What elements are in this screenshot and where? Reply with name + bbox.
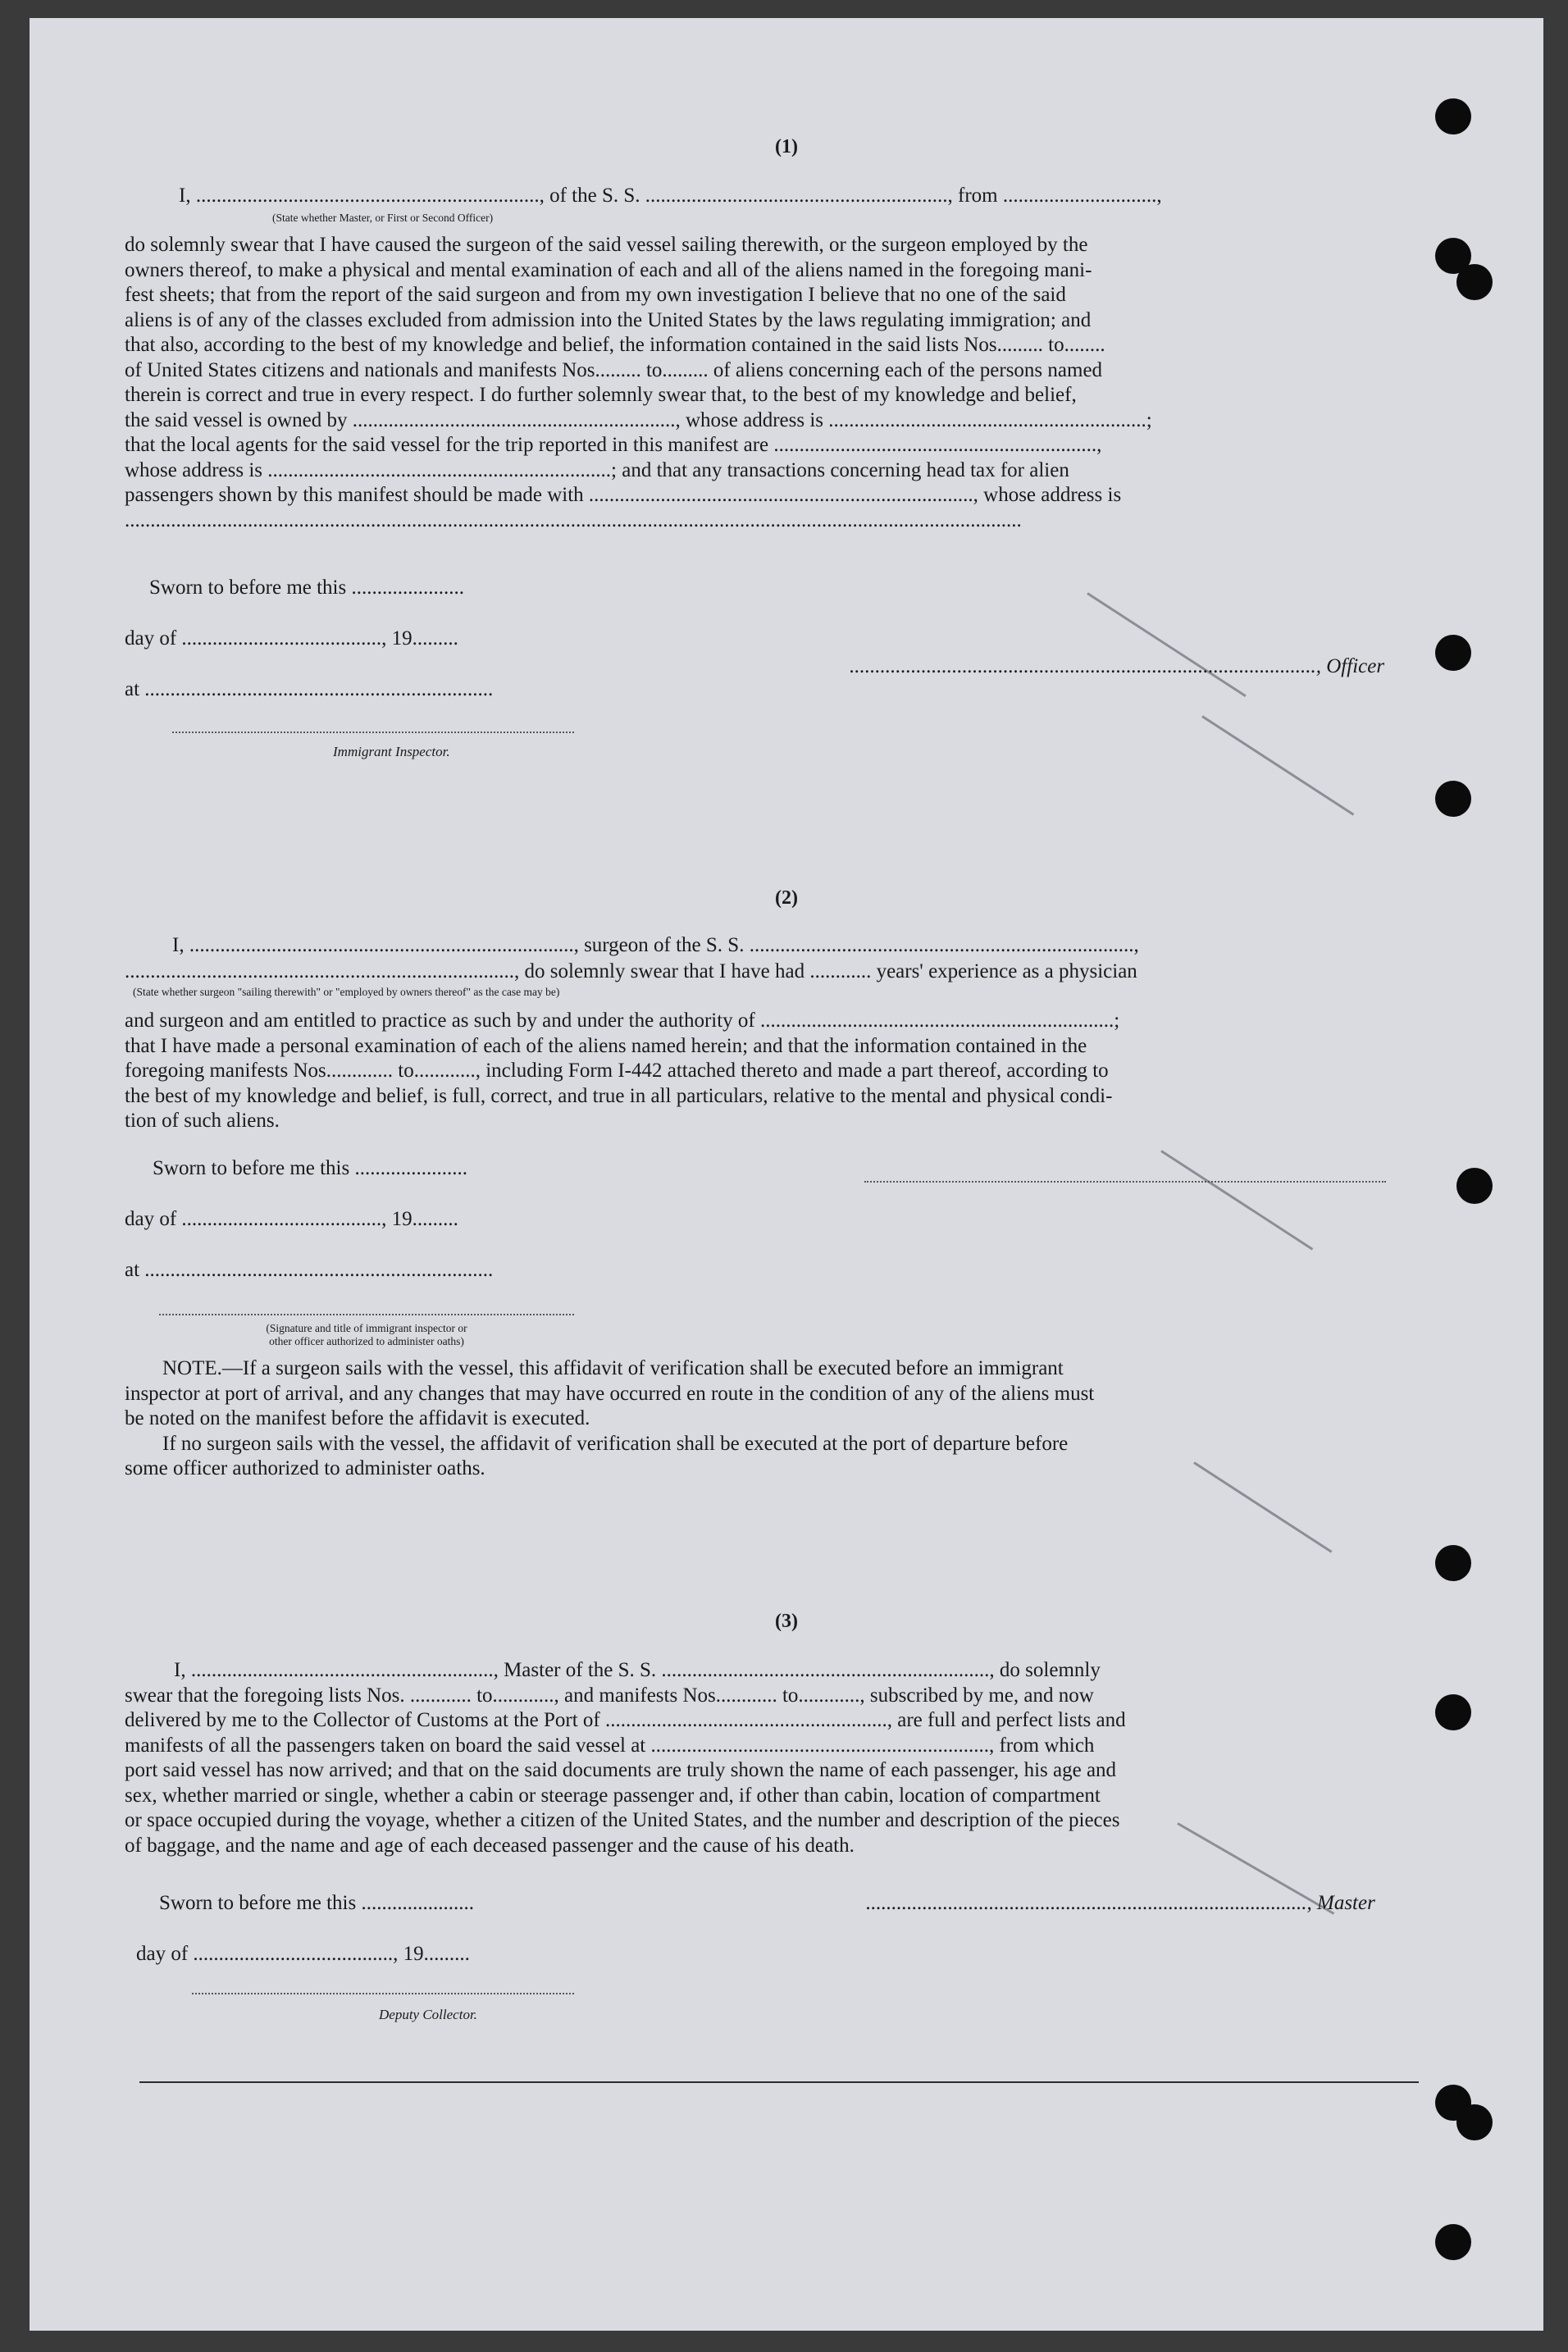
paragraph-line: delivered by me to the Collector of Customs at the Port of ......................................................., are full and perfect lists and	[125, 1709, 1126, 1731]
bleed-through-mark	[1160, 1150, 1313, 1250]
paragraph-line: aliens is of any of the classes excluded from admission into the United States by the laws regulating immigration; and	[125, 308, 1092, 331]
paragraph-line: of baggage, and the name and age of each deceased passenger and the cause of his death.	[125, 1834, 855, 1857]
bleed-through-mark	[1201, 715, 1354, 815]
paragraph-line: swear that the foregoing lists Nos. ............ to............, and manifests Nos............ to............, subscribed by me, and now	[125, 1684, 1094, 1707]
paragraph-line: that I have made a personal examination of each of the aliens named herein; and that the information contained in the	[125, 1034, 1087, 1057]
paragraph-line: passengers shown by this manifest should be made with ..........................................................................., whose address is	[125, 484, 1122, 506]
binder-hole	[1456, 264, 1493, 300]
section-2-opening-line: I, ..........................................................................., surgeon of the S. S. ...........................................................................,	[172, 934, 1139, 956]
note-line: be noted on the manifest before the affidavit is executed.	[125, 1407, 590, 1429]
paragraph-line: tion of such aliens.	[125, 1110, 280, 1132]
section-2-number: (2)	[775, 887, 798, 909]
paragraph-line: therein is correct and true in every respect. I do further solemnly swear that, to the best of my knowledge and belief,	[125, 384, 1077, 406]
paragraph-line: foregoing manifests Nos............. to............, including Form I-442 attached thereto and made a part thereof, according to	[125, 1060, 1109, 1082]
caption-line: other officer authorized to administer oaths)	[269, 1335, 464, 1347]
section-2-paragraph	[125, 1009, 1415, 1134]
section-1-sworn: Sworn to before me this ......................	[149, 577, 464, 599]
section-1-at: at ....................................................................	[125, 678, 494, 700]
section-3-paragraph	[125, 1658, 1420, 1858]
paragraph-line: sex, whether married or single, whether a cabin or steerage passenger and, if other than cabin, location of compartment	[125, 1784, 1101, 1807]
inspector-signature-rule	[172, 732, 574, 733]
bleed-through-mark	[1087, 592, 1247, 697]
binder-hole	[1435, 1694, 1471, 1730]
binder-hole	[1456, 1168, 1493, 1204]
section-2-sworn: Sworn to before me this ......................	[153, 1157, 467, 1179]
collector-signature-rule	[192, 1993, 574, 1994]
section-1-paragraph	[125, 233, 1415, 533]
binder-hole	[1435, 2224, 1471, 2260]
paragraph-line: whose address is ...................................................................; and that any transactions concerning head tax for alien	[125, 458, 1069, 481]
note-line: inspector at port of arrival, and any changes that may have occurred en route in the condition of any of the aliens must	[125, 1382, 1095, 1405]
section-2-at: at ....................................................................	[125, 1259, 494, 1281]
paragraph-line: the said vessel is owned by ..............................................................., whose address is ..............................................................;	[125, 408, 1152, 431]
section-1-day: day of ......................................., 19.........	[125, 627, 458, 650]
binder-hole	[1435, 635, 1471, 671]
bottom-rule	[139, 2081, 1419, 2083]
binder-hole	[1456, 2104, 1493, 2140]
paragraph-line: of United States citizens and nationals and manifests Nos......... to......... of aliens concerning each of the persons named	[125, 358, 1103, 381]
binder-hole	[1435, 1545, 1471, 1581]
section-3-number: (3)	[775, 1611, 798, 1632]
caption-line: (Signature and title of immigrant inspector or	[266, 1322, 467, 1334]
note-line: some officer authorized to administer oaths.	[125, 1457, 485, 1479]
paragraph-line: that also, according to the best of my knowledge and belief, the information contained in the said lists Nos......... to........	[125, 334, 1105, 356]
paragraph-line: I, ..........................................................., Master of the S. S. ................................................................, do solemnly	[174, 1659, 1101, 1681]
paragraph-line: the best of my knowledge and belief, is full, correct, and true in all particulars, relative to the mental and physical condi-	[125, 1084, 1113, 1107]
binder-hole	[1435, 98, 1471, 134]
note-line: NOTE.—If a surgeon sails with the vessel, this affidavit of verification shall be executed before an immigrant	[162, 1357, 1064, 1379]
paragraph-line: fest sheets; that from the report of the said surgeon and from my own investigation I believe that no one of the said	[125, 284, 1066, 306]
section-2-signature-caption	[159, 1322, 574, 1348]
note-line: If no surgeon sails with the vessel, the affidavit of verification shall be executed at the port of departure before	[162, 1432, 1069, 1455]
section-2-note	[125, 1356, 1415, 1482]
section-1-number: (1)	[775, 136, 798, 157]
paragraph-line: or space occupied during the voyage, whether a citizen of the United States, and the number and description of the pieces	[125, 1809, 1120, 1831]
section-1-inspector-caption: Immigrant Inspector.	[333, 744, 450, 759]
section-1-officer-caption: (State whether Master, or First or Second Officer)	[272, 212, 494, 224]
surgeon-signature-rule	[864, 1181, 1386, 1183]
paragraph-line: do solemnly swear that I have caused the surgeon of the said vessel sailing therewith, or the surgeon employed by the	[125, 234, 1088, 256]
paragraph-line: owners thereof, to make a physical and mental examination of each and all of the aliens named in the foregoing mani-	[125, 258, 1092, 281]
section-1-opening-line: I, ..................................................................., of the S. S. ..........................................................., from ..............................,	[179, 185, 1162, 207]
paragraph-line: port said vessel has now arrived; and that on the said documents are truly shown the name of each passenger, his age and	[125, 1759, 1117, 1781]
paragraph-line: that the local agents for the said vessel for the trip reported in this manifest are ...............................................................,	[125, 434, 1102, 456]
inspector-signature-rule	[159, 1314, 574, 1315]
section-2-day: day of ......................................., 19.........	[125, 1208, 458, 1230]
manifest-page	[30, 18, 1543, 2331]
section-2-second-line: ............................................................................, do solemnly swear that I have had ............ years' experience as a physician	[125, 960, 1137, 982]
section-3-day: day of ......................................., 19.........	[136, 1943, 470, 1965]
paragraph-line: and surgeon and am entitled to practice as such by and under the authority of .....................................................................;	[125, 1010, 1120, 1032]
section-3-sworn: Sworn to before me this ......................	[159, 1892, 474, 1914]
paragraph-line: manifests of all the passengers taken on board the said vessel at .................................................................., from which	[125, 1734, 1095, 1757]
section-1-officer-signature-line: ..........................................................................................., Officer	[850, 655, 1385, 677]
paragraph-line: ...............................................................................................................................................................................	[125, 508, 1022, 531]
section-2-surgeon-caption: (State whether surgeon "sailing therewith" or "employed by owners thereof" as the case may be)	[133, 986, 560, 998]
binder-hole	[1435, 781, 1471, 817]
section-3-master-signature-line: ......................................................................................, Master	[866, 1892, 1375, 1914]
section-3-collector-caption: Deputy Collector.	[379, 2007, 477, 2022]
